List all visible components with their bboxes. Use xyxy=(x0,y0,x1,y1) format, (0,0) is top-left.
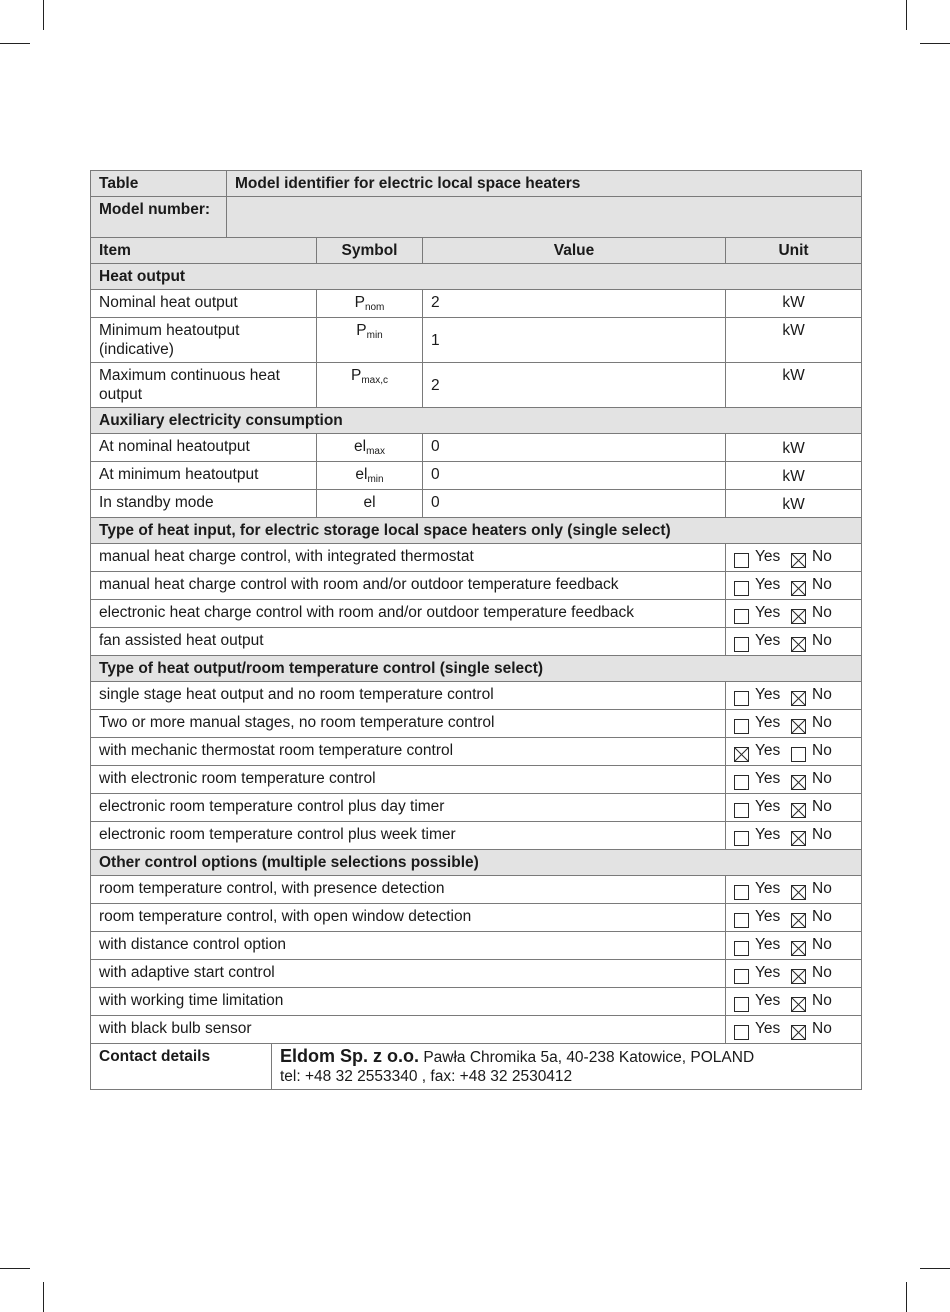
yes-no-choice xyxy=(726,766,862,794)
table-row xyxy=(91,572,862,600)
table-row xyxy=(91,434,862,462)
table-row xyxy=(91,600,862,628)
no-checkbox[interactable] xyxy=(791,637,806,652)
crop-mark xyxy=(906,1282,907,1312)
symbol-subscript: nom xyxy=(364,302,385,313)
no-checkbox[interactable] xyxy=(791,719,806,734)
yes-label: Yes xyxy=(755,770,781,787)
crop-mark xyxy=(906,0,907,30)
header-unit: Unit xyxy=(726,238,862,264)
unit: kW xyxy=(726,434,862,462)
no-checkbox[interactable] xyxy=(791,1025,806,1040)
no-label: No xyxy=(812,826,832,843)
heat-output-heading: Heat output xyxy=(91,264,862,290)
yes-no-choice xyxy=(726,572,862,600)
section-heading xyxy=(91,656,862,682)
yes-label: Yes xyxy=(755,632,781,649)
yes-no-choice xyxy=(726,628,862,656)
table-row xyxy=(91,290,862,318)
contact-row xyxy=(91,1044,862,1090)
yes-no-choice xyxy=(726,600,862,628)
no-checkbox[interactable] xyxy=(791,553,806,568)
symbol-main: el xyxy=(355,466,368,483)
room-control-heading: Type of heat output/room temperature control (single select) xyxy=(91,656,862,682)
item-label: room temperature control, with presence detection xyxy=(91,876,726,904)
no-label: No xyxy=(812,936,832,953)
item-label: Minimum heatoutput (indicative) xyxy=(91,318,317,363)
yes-label: Yes xyxy=(755,992,781,1009)
table-row xyxy=(91,904,862,932)
contact-details xyxy=(272,1044,862,1090)
symbol-main: P xyxy=(354,294,365,311)
header-item: Item xyxy=(91,238,317,264)
item-label: electronic room temperature control plus day timer xyxy=(91,794,726,822)
symbol xyxy=(317,290,423,318)
symbol-subscript: min xyxy=(366,330,383,341)
yes-label: Yes xyxy=(755,1020,781,1037)
no-checkbox[interactable] xyxy=(791,691,806,706)
value: 2 xyxy=(423,363,726,408)
yes-checkbox[interactable] xyxy=(734,609,749,624)
item-label: electronic room temperature control plus week timer xyxy=(91,822,726,850)
no-checkbox[interactable] xyxy=(791,609,806,624)
no-label: No xyxy=(812,770,832,787)
yes-no-choice xyxy=(726,1016,862,1044)
no-checkbox[interactable] xyxy=(791,775,806,790)
symbol-subscript: max,c xyxy=(361,375,388,386)
table-row xyxy=(91,738,862,766)
table-row xyxy=(91,628,862,656)
crop-mark xyxy=(920,1268,950,1269)
symbol xyxy=(317,434,423,462)
item-label: Maximum continuous heat output xyxy=(91,363,317,408)
header-row xyxy=(91,238,862,264)
section-heading xyxy=(91,264,862,290)
item-label: At minimum heatoutput xyxy=(91,462,317,490)
yes-label: Yes xyxy=(755,714,781,731)
symbol-main: P xyxy=(350,367,362,384)
yes-checkbox[interactable] xyxy=(734,553,749,568)
yes-label: Yes xyxy=(755,908,781,925)
yes-no-choice xyxy=(726,738,862,766)
section-heading xyxy=(91,518,862,544)
heat-input-heading: Type of heat input, for electric storage local space heaters only (single select) xyxy=(91,518,862,544)
item-label: with black bulb sensor xyxy=(91,1016,726,1044)
yes-label: Yes xyxy=(755,604,781,621)
table-row xyxy=(91,876,862,904)
table-row xyxy=(91,318,862,363)
no-label: No xyxy=(812,992,832,1009)
crop-mark xyxy=(0,1268,30,1269)
no-label: No xyxy=(812,964,832,981)
item-label: room temperature control, with open window detection xyxy=(91,904,726,932)
yes-no-choice xyxy=(726,904,862,932)
yes-no-choice xyxy=(726,932,862,960)
no-label: No xyxy=(812,686,832,703)
no-checkbox[interactable] xyxy=(791,885,806,900)
unit: kW xyxy=(726,290,862,318)
no-label: No xyxy=(812,880,832,897)
unit: kW xyxy=(726,490,862,518)
no-checkbox[interactable] xyxy=(791,581,806,596)
other-control-heading: Other control options (multiple selections possible) xyxy=(91,850,862,876)
table-row xyxy=(91,932,862,960)
yes-label: Yes xyxy=(755,936,781,953)
yes-checkbox[interactable] xyxy=(734,885,749,900)
symbol-main: el xyxy=(354,438,367,455)
yes-label: Yes xyxy=(755,826,781,843)
no-checkbox[interactable] xyxy=(791,941,806,956)
item-label: with electronic room temperature control xyxy=(91,766,726,794)
title-row xyxy=(91,171,862,197)
item-label: In standby mode xyxy=(91,490,317,518)
no-checkbox[interactable] xyxy=(791,803,806,818)
crop-mark xyxy=(0,43,30,44)
crop-mark xyxy=(43,0,44,30)
yes-checkbox[interactable] xyxy=(734,747,749,762)
table-row xyxy=(91,794,862,822)
table-row xyxy=(91,544,862,572)
model-label: Model number: xyxy=(91,197,227,238)
item-label: manual heat charge control, with integrated thermostat xyxy=(91,544,726,572)
yes-label: Yes xyxy=(755,576,781,593)
yes-no-choice xyxy=(726,794,862,822)
yes-checkbox[interactable] xyxy=(734,941,749,956)
symbol-subscript: min xyxy=(367,474,384,485)
no-label: No xyxy=(812,798,832,815)
symbol-main: P xyxy=(356,322,367,339)
table-row xyxy=(91,363,862,408)
table-row xyxy=(91,1016,862,1044)
yes-label: Yes xyxy=(755,686,781,703)
company-address: Pawła Chromika 5a, 40-238 Katowice, POLAND xyxy=(423,1049,755,1066)
model-row xyxy=(91,197,862,238)
section-heading xyxy=(91,850,862,876)
item-label: Two or more manual stages, no room temperature control xyxy=(91,710,726,738)
yes-label: Yes xyxy=(755,548,781,565)
no-label: No xyxy=(812,576,832,593)
checkbox-sections xyxy=(91,518,862,1044)
yes-checkbox[interactable] xyxy=(734,803,749,818)
yes-label: Yes xyxy=(755,798,781,815)
header-value: Value xyxy=(423,238,726,264)
no-label: No xyxy=(812,1020,832,1037)
table-row xyxy=(91,960,862,988)
yes-label: Yes xyxy=(755,742,781,759)
unit: kW xyxy=(726,363,862,408)
yes-checkbox[interactable] xyxy=(734,1025,749,1040)
yes-checkbox[interactable] xyxy=(734,775,749,790)
yes-no-choice xyxy=(726,960,862,988)
table-row xyxy=(91,822,862,850)
item-label: with working time limitation xyxy=(91,988,726,1016)
table-row xyxy=(91,462,862,490)
no-label: No xyxy=(812,908,832,925)
item-label: Nominal heat output xyxy=(91,290,317,318)
company-phone: tel: +48 32 2553340 , fax: +48 32 2530412 xyxy=(280,1068,573,1085)
yes-no-choice xyxy=(726,544,862,572)
item-label: single stage heat output and no room temperature control xyxy=(91,682,726,710)
value: 0 xyxy=(423,462,726,490)
no-label: No xyxy=(812,604,832,621)
yes-checkbox[interactable] xyxy=(734,969,749,984)
table-row xyxy=(91,988,862,1016)
value: 1 xyxy=(423,318,726,363)
item-label: with distance control option xyxy=(91,932,726,960)
symbol xyxy=(317,318,423,363)
value: 2 xyxy=(423,290,726,318)
yes-checkbox[interactable] xyxy=(734,581,749,596)
heater-info-table xyxy=(90,170,862,1090)
item-label: manual heat charge control with room and/or outdoor temperature feedback xyxy=(91,572,726,600)
symbol-main: el xyxy=(363,494,376,511)
item-label: electronic heat charge control with room and/or outdoor temperature feedback xyxy=(91,600,726,628)
no-checkbox[interactable] xyxy=(791,831,806,846)
no-checkbox[interactable] xyxy=(791,913,806,928)
no-label: No xyxy=(812,742,832,759)
value: 0 xyxy=(423,434,726,462)
item-label: fan assisted heat output xyxy=(91,628,726,656)
section-heading xyxy=(91,408,862,434)
table-label: Table xyxy=(91,171,227,197)
no-checkbox[interactable] xyxy=(791,969,806,984)
yes-no-choice xyxy=(726,682,862,710)
yes-label: Yes xyxy=(755,880,781,897)
unit: kW xyxy=(726,318,862,363)
item-label: with adaptive start control xyxy=(91,960,726,988)
table-title: Model identifier for electric local space heaters xyxy=(227,171,862,197)
table-row xyxy=(91,710,862,738)
table-row xyxy=(91,682,862,710)
symbol xyxy=(317,363,423,408)
no-checkbox[interactable] xyxy=(791,997,806,1012)
no-label: No xyxy=(812,632,832,649)
no-checkbox[interactable] xyxy=(791,747,806,762)
yes-no-choice xyxy=(726,822,862,850)
no-label: No xyxy=(812,548,832,565)
table-row xyxy=(91,766,862,794)
yes-checkbox[interactable] xyxy=(734,719,749,734)
no-label: No xyxy=(812,714,832,731)
yes-checkbox[interactable] xyxy=(734,997,749,1012)
yes-label: Yes xyxy=(755,964,781,981)
item-label: At nominal heatoutput xyxy=(91,434,317,462)
aux-heading: Auxiliary electricity consumption xyxy=(91,408,862,434)
value: 0 xyxy=(423,490,726,518)
symbol xyxy=(317,462,423,490)
symbol xyxy=(317,490,423,518)
model-value xyxy=(227,197,862,238)
contact-label: Contact details xyxy=(91,1044,272,1090)
crop-mark xyxy=(43,1282,44,1312)
yes-checkbox[interactable] xyxy=(734,913,749,928)
symbol-subscript: max xyxy=(366,446,385,457)
table-row xyxy=(91,490,862,518)
yes-no-choice xyxy=(726,988,862,1016)
yes-checkbox[interactable] xyxy=(734,637,749,652)
yes-checkbox[interactable] xyxy=(734,691,749,706)
yes-checkbox[interactable] xyxy=(734,831,749,846)
item-label: with mechanic thermostat room temperature control xyxy=(91,738,726,766)
company-name: Eldom Sp. z o.o. xyxy=(280,1046,419,1066)
header-symbol: Symbol xyxy=(317,238,423,264)
yes-no-choice xyxy=(726,876,862,904)
unit: kW xyxy=(726,462,862,490)
yes-no-choice xyxy=(726,710,862,738)
crop-mark xyxy=(920,43,950,44)
